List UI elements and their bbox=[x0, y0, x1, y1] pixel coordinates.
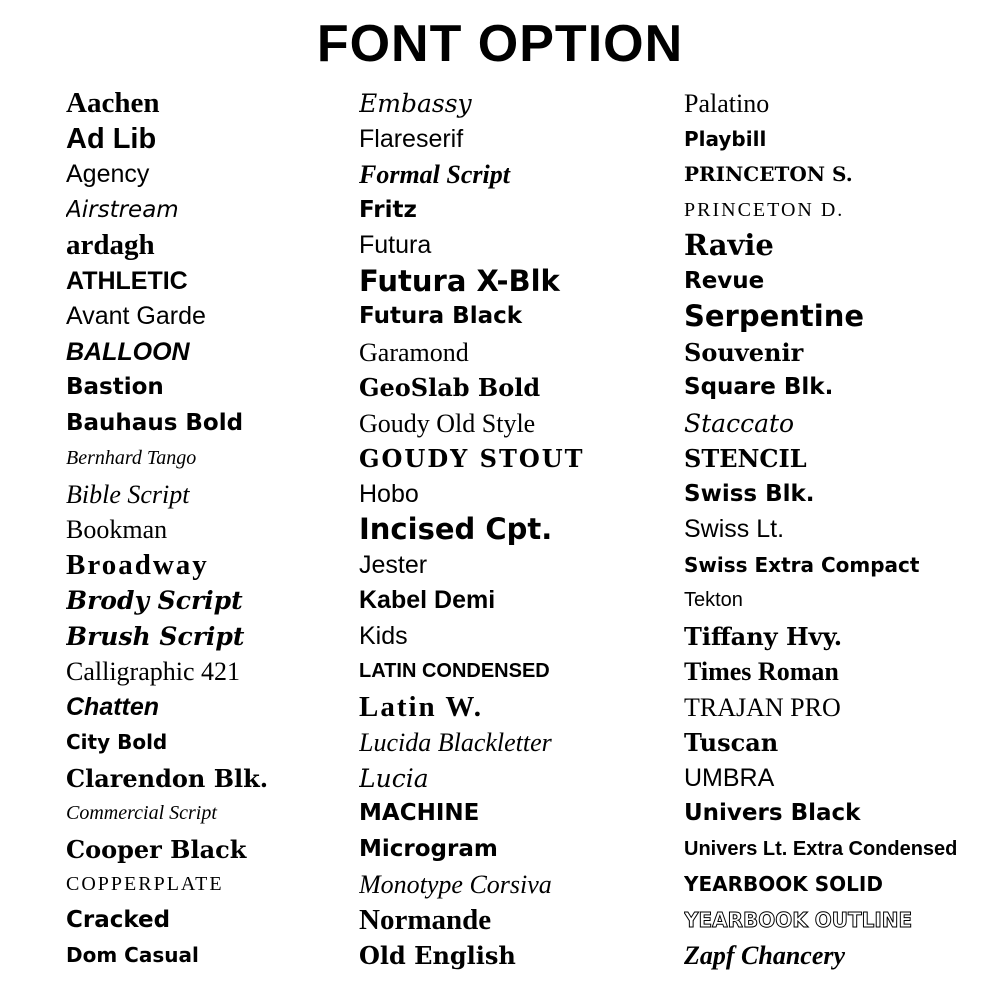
font-column-3 bbox=[660, 86, 978, 974]
font-columns bbox=[0, 76, 1000, 974]
font-item[interactable]: Zapf Chancery bbox=[684, 941, 846, 970]
font-item[interactable]: TRAJAN PRO bbox=[684, 692, 841, 722]
font-item[interactable]: Clarendon Blk. bbox=[66, 763, 269, 793]
font-item[interactable]: YEARBOOK SOLID bbox=[684, 872, 883, 896]
font-item[interactable]: Monotype Corsiva bbox=[359, 870, 552, 899]
font-item[interactable]: Dom Casual bbox=[66, 943, 199, 967]
font-item[interactable]: Chatten bbox=[66, 692, 160, 721]
font-item[interactable]: Swiss Extra Compact bbox=[684, 552, 920, 577]
font-item[interactable]: Agency bbox=[66, 160, 150, 188]
font-column-1 bbox=[22, 86, 340, 974]
font-item[interactable]: Formal Script bbox=[359, 160, 510, 189]
font-item[interactable]: BALLOON bbox=[66, 337, 190, 366]
font-item[interactable]: Tekton bbox=[684, 589, 743, 611]
font-item[interactable]: Calligraphic 421 bbox=[66, 657, 241, 686]
font-item[interactable]: LATIN CONDENSED bbox=[359, 660, 550, 682]
font-item[interactable]: Bernhard Tango bbox=[66, 447, 197, 469]
font-item[interactable]: GeoSlab Bold bbox=[359, 373, 541, 402]
font-item[interactable]: Normande bbox=[359, 903, 492, 936]
font-item[interactable]: Lucia bbox=[359, 763, 429, 793]
font-item[interactable]: Goudy Old Style bbox=[359, 408, 536, 438]
font-item[interactable]: Univers Lt. Extra Condensed bbox=[684, 837, 958, 860]
font-item[interactable]: Incised Cpt. bbox=[359, 512, 553, 546]
font-item[interactable]: Garamond bbox=[359, 337, 469, 367]
font-item[interactable]: Old English bbox=[359, 941, 516, 970]
font-item[interactable]: Aachen bbox=[66, 87, 160, 119]
page-title: FONT OPTION bbox=[316, 15, 684, 73]
font-item[interactable]: Ad Lib bbox=[66, 122, 157, 155]
font-item[interactable]: Futura Black bbox=[359, 303, 523, 329]
font-item[interactable]: Embassy bbox=[359, 89, 472, 118]
font-item[interactable]: Avant Garde bbox=[66, 302, 206, 330]
font-item[interactable]: Staccato bbox=[684, 408, 795, 438]
font-item[interactable]: Cooper Black bbox=[66, 834, 247, 864]
font-item[interactable]: Square Blk. bbox=[684, 374, 834, 400]
font-item[interactable]: Tuscan bbox=[684, 728, 779, 757]
font-item[interactable]: Futura bbox=[359, 231, 432, 259]
font-item[interactable]: Commercial Script bbox=[66, 802, 217, 824]
font-item[interactable]: Kids bbox=[359, 621, 408, 650]
font-item[interactable]: Airstream bbox=[66, 196, 179, 223]
font-item[interactable]: Univers Black bbox=[684, 800, 861, 826]
font-item[interactable]: Flareserif bbox=[359, 124, 464, 153]
font-item[interactable]: Tiffany Hvy. bbox=[684, 621, 843, 651]
font-item[interactable]: ardagh bbox=[66, 229, 155, 261]
font-item[interactable]: Bastion bbox=[66, 374, 164, 400]
font-item[interactable]: Souvenir bbox=[684, 337, 804, 367]
font-item[interactable]: Bauhaus Bold bbox=[66, 409, 244, 436]
font-item[interactable]: Ravie bbox=[684, 228, 774, 262]
font-item[interactable]: Playbill bbox=[684, 126, 767, 151]
font-item[interactable]: Broadway bbox=[66, 548, 209, 581]
font-item[interactable]: YEARBOOK OUTLINE bbox=[684, 907, 913, 932]
font-item[interactable]: Palatino bbox=[684, 89, 770, 118]
font-item[interactable]: Bible Script bbox=[66, 479, 190, 509]
font-item[interactable]: Serpentine bbox=[684, 299, 865, 333]
font-column-2 bbox=[341, 86, 659, 974]
font-item[interactable]: Swiss Blk. bbox=[684, 480, 815, 507]
font-item[interactable]: STENCIL bbox=[684, 444, 807, 473]
font-item[interactable]: Futura X-Blk bbox=[359, 263, 560, 298]
font-item[interactable]: PRINCETON S. bbox=[684, 162, 853, 186]
font-item[interactable]: Jester bbox=[359, 550, 428, 579]
font-item[interactable]: Hobo bbox=[359, 479, 419, 508]
font-item[interactable]: Latin W. bbox=[359, 690, 483, 723]
font-item[interactable]: Times Roman bbox=[684, 657, 839, 686]
font-item[interactable]: Lucida Blackletter bbox=[359, 728, 552, 757]
font-item[interactable]: Microgram bbox=[359, 835, 498, 862]
font-item[interactable]: ATHLETIC bbox=[66, 266, 188, 295]
font-item[interactable]: City Bold bbox=[66, 730, 168, 754]
font-item[interactable]: GOUDY STOUT bbox=[359, 444, 585, 473]
font-item[interactable]: COPPERPLATE bbox=[66, 873, 224, 895]
font-item[interactable]: UMBRA bbox=[684, 763, 775, 792]
font-item[interactable]: Revue bbox=[684, 267, 765, 294]
font-item[interactable]: MACHINE bbox=[359, 800, 480, 826]
font-item[interactable]: Brody Script bbox=[66, 586, 243, 615]
font-item[interactable]: Kabel Demi bbox=[359, 586, 496, 614]
font-item[interactable]: Cracked bbox=[66, 906, 171, 933]
font-item[interactable]: Brush Script bbox=[66, 621, 245, 651]
font-item[interactable]: PRINCETON D. bbox=[684, 198, 845, 221]
font-item[interactable]: Bookman bbox=[66, 515, 168, 544]
font-item[interactable]: Swiss Lt. bbox=[684, 515, 785, 543]
font-item[interactable]: Fritz bbox=[359, 196, 417, 223]
